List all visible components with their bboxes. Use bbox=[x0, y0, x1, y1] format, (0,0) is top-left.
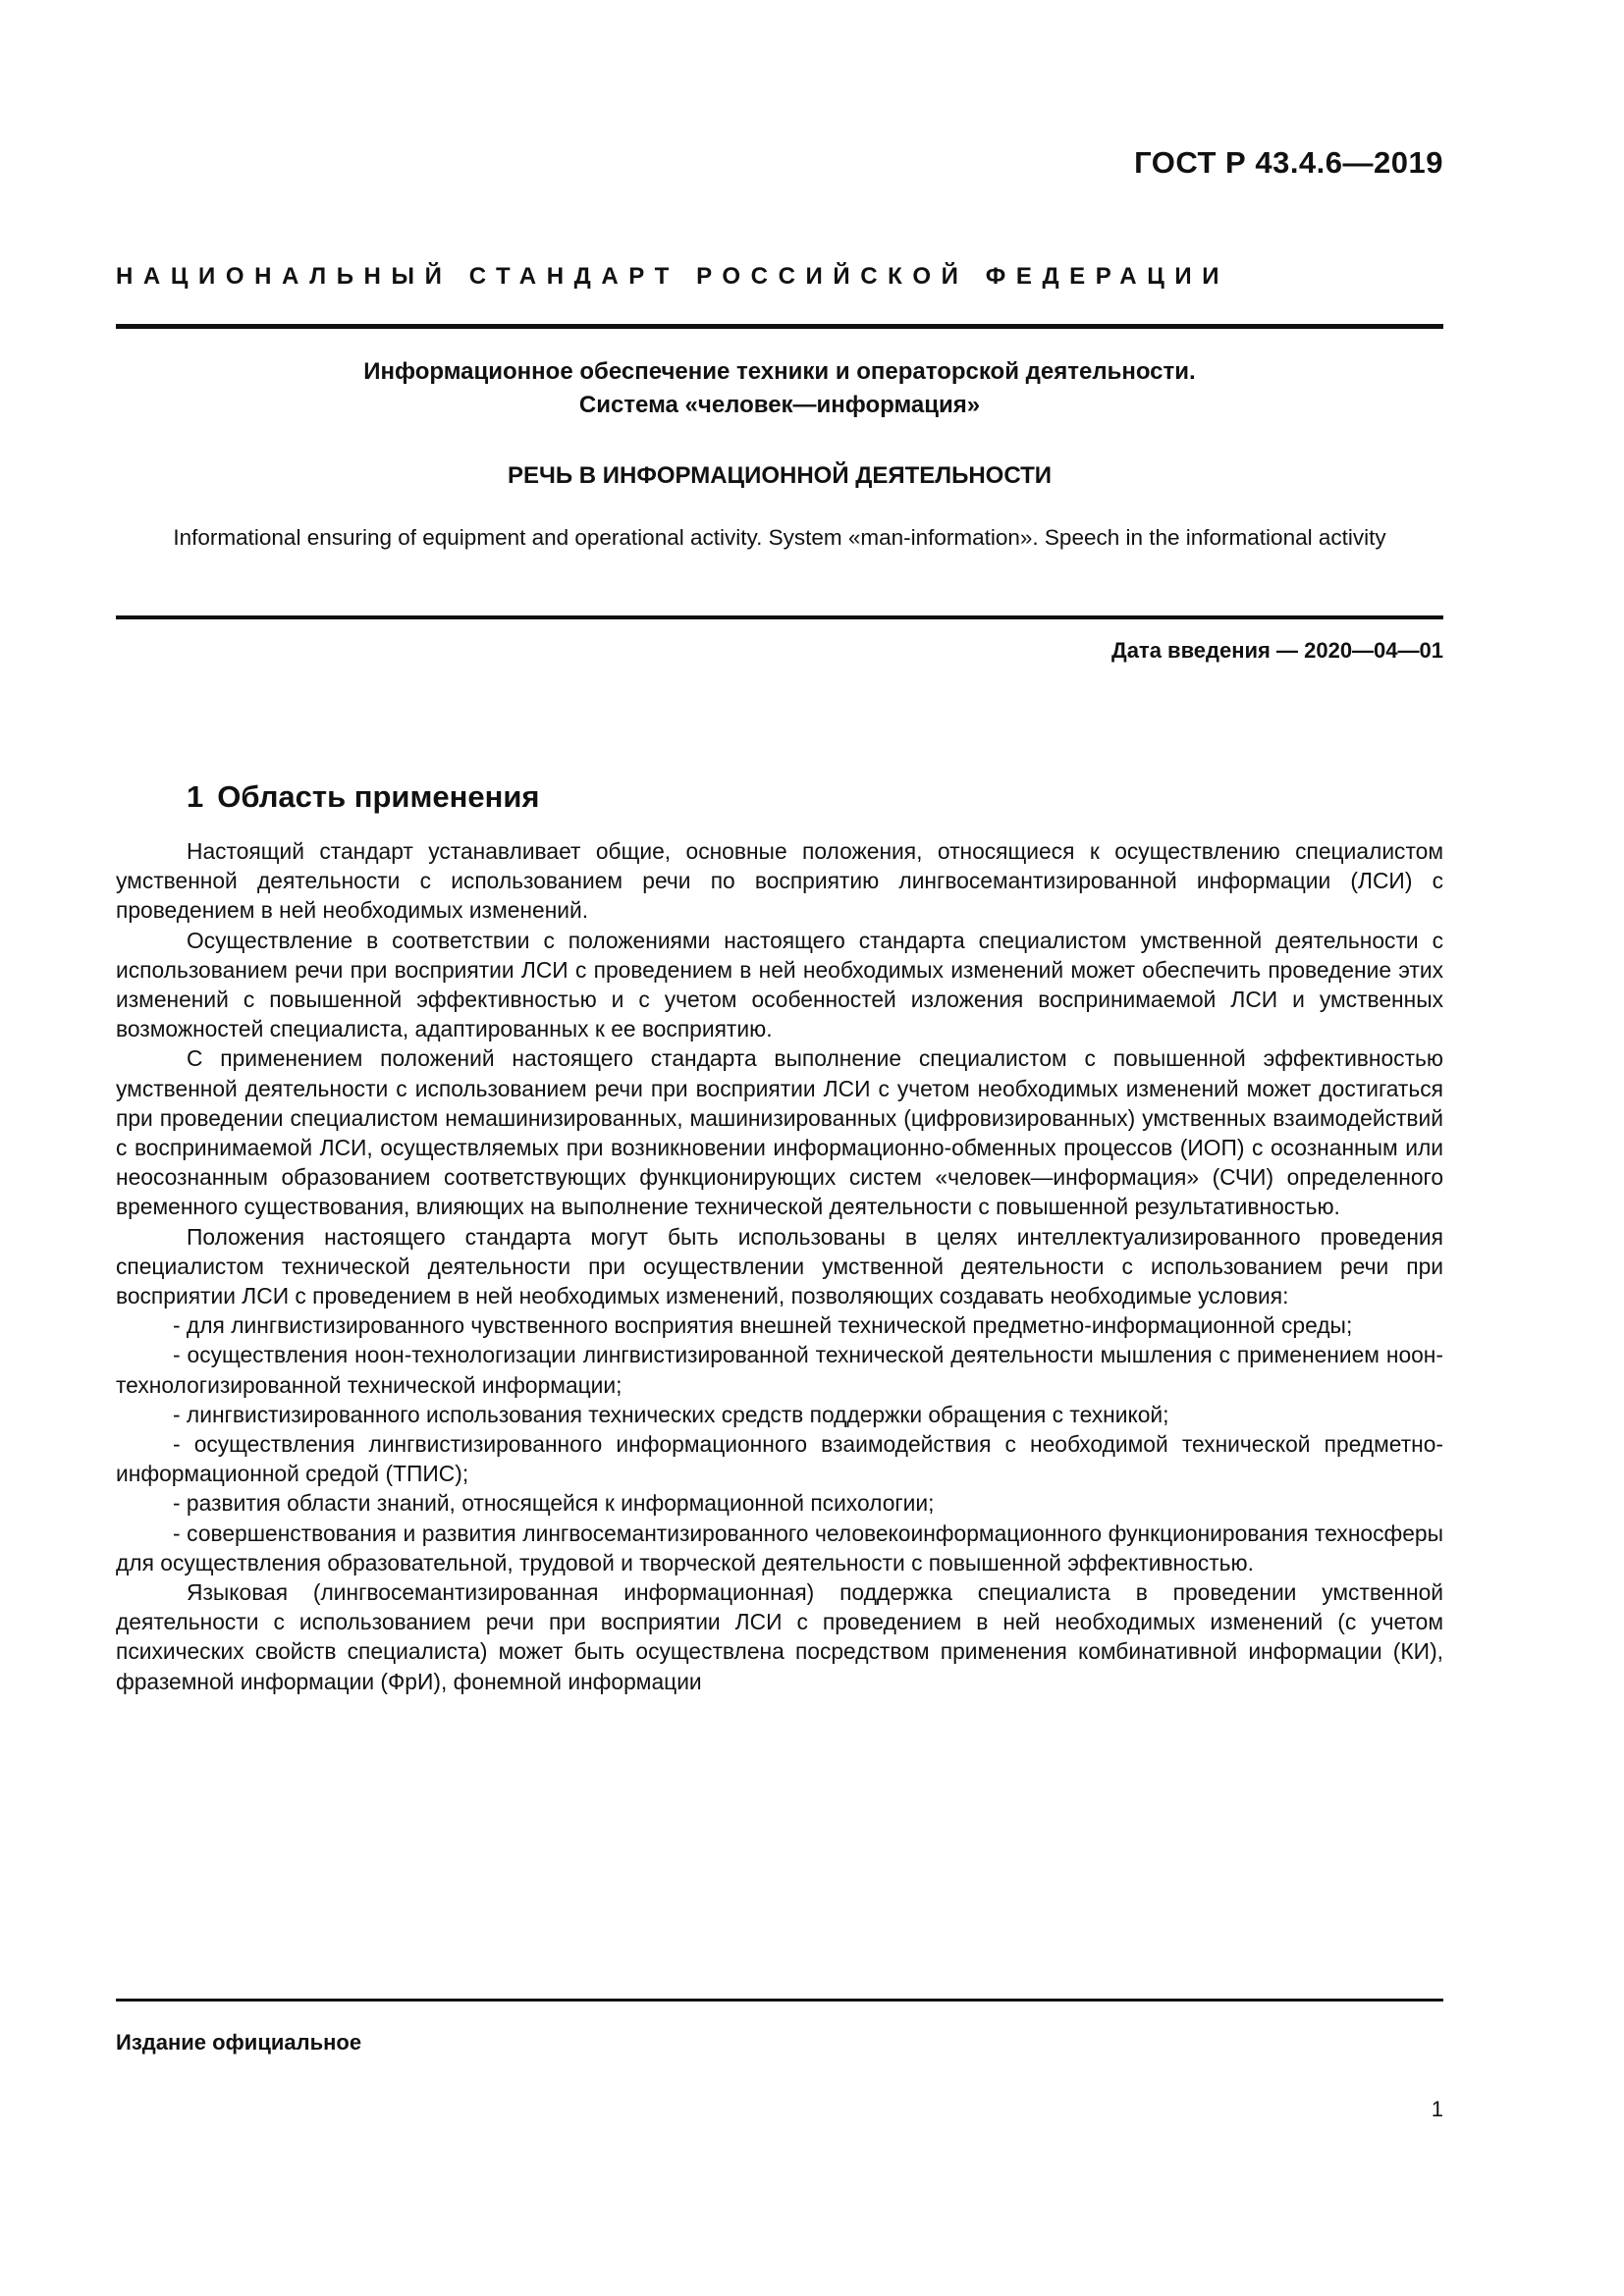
list-item: - лингвистизированного использования технических средств поддержки обращения с техникой; bbox=[173, 1401, 1169, 1427]
footer-divider bbox=[116, 1999, 1443, 2002]
paragraph: Положения настоящего стандарта могут быть использованы в целях интеллектуализированного проведения специалистом технической деятельности при осуществлении умственной деятельности с использованием речи при восприятии ЛСИ с проведением в ней необходимых изменений, позволяющих создавать необходимые условия: bbox=[116, 1223, 1443, 1309]
document-subtitle: РЕЧЬ В ИНФОРМАЦИОННОЙ ДЕЯТЕЛЬНОСТИ bbox=[507, 462, 1052, 489]
section-title: Область применения bbox=[217, 779, 540, 814]
document-title bbox=[116, 355, 1443, 422]
document-subtitle-block bbox=[116, 459, 1443, 493]
title-line-1: Информационное обеспечение техники и операторской деятельности. bbox=[363, 358, 1196, 385]
page-number: 1 bbox=[1431, 2097, 1443, 2121]
document-code: ГОСТ Р 43.4.6—2019 bbox=[1134, 145, 1443, 180]
english-title-block bbox=[116, 522, 1443, 553]
section-body bbox=[116, 836, 1443, 1696]
edition-label: Издание официальное bbox=[116, 2030, 362, 2055]
paragraph: Осуществление в соответствии с положениями настоящего стандарта специалистом умственной деятельности с использованием речи при восприятии ЛСИ с проведением в ней необходимых изменений может обеспечить проведение этих изменений с повышенной эффективностью и с учетом особенностей изложения воспринимаемой ЛСИ и умственных возможностей специалиста, адаптированных к ее восприятию. bbox=[116, 927, 1443, 1042]
title-divider bbox=[116, 615, 1443, 619]
section-number: 1 bbox=[187, 779, 204, 814]
paragraph: Языковая (лингвосемантизированная информационная) поддержка специалиста в проведении умственной деятельности с использованием речи при восприятии ЛСИ с проведением в ней необходимых изменений (с учетом психических свойств специалиста) может быть осуществлена посредством применения комбинативной информации (КИ), фраземной информации (ФрИ), фонемной информации bbox=[116, 1579, 1443, 1694]
title-line-2: Система «человек—информация» bbox=[578, 392, 981, 418]
introduction-date: Дата введения — 2020—04—01 bbox=[1111, 638, 1443, 663]
list-item: - совершенствования и развития лингвосемантизированного человекоинформационного функционирования техносферы для осуществления образовательной, трудовой и творческой деятельности с повышенной эффективностью. bbox=[116, 1520, 1443, 1575]
national-standard-title: НАЦИОНАЛЬНЫЙ СТАНДАРТ РОССИЙСКОЙ ФЕДЕРАЦИИ bbox=[116, 263, 1230, 290]
list-item: - осуществления ноон-технологизации лингвистизированной технической деятельности мышления с применением ноон-технологизированной технической информации; bbox=[116, 1342, 1443, 1398]
section-heading bbox=[187, 779, 540, 815]
list-item: - для лингвистизированного чувственного восприятия внешней технической предметно-информационной среды; bbox=[173, 1312, 1353, 1339]
list-item: - развития области знаний, относящейся к информационной психологии; bbox=[173, 1490, 935, 1517]
header-divider bbox=[116, 324, 1443, 329]
list-item: - осуществления лингвистизированного информационного взаимодействия с необходимой технической предметно-информационной средой (ТПИС); bbox=[116, 1431, 1443, 1487]
english-title: Informational ensuring of equipment and operational activity. System «man-information». Speech in the informational activity bbox=[173, 525, 1386, 550]
document-page bbox=[116, 0, 1443, 2296]
paragraph: С применением положений настоящего стандарта выполнение специалистом с повышенной эффективностью умственной деятельности с использованием речи при восприятии ЛСИ с учетом необходимых изменений может достигаться при проведении специалистом немашинизированных, машинизированных (цифровизированных) умственных взаимодействий с воспринимаемой ЛСИ, осуществляемых при возникновении информационно-обменных процессов (ИОП) с осознанным или неосознанным образованием соответствующих функционирующих систем «человек—информация» (СЧИ) определенного временного существования, влияющих на выполнение технической деятельности с повышенной результативностью. bbox=[116, 1045, 1443, 1220]
paragraph: Настоящий стандарт устанавливает общие, основные положения, относящиеся к осуществлению специалистом умственной деятельности с использованием речи по восприятию лингвосемантизированной информации (ЛСИ) с проведением в ней необходимых изменений. bbox=[116, 838, 1443, 924]
